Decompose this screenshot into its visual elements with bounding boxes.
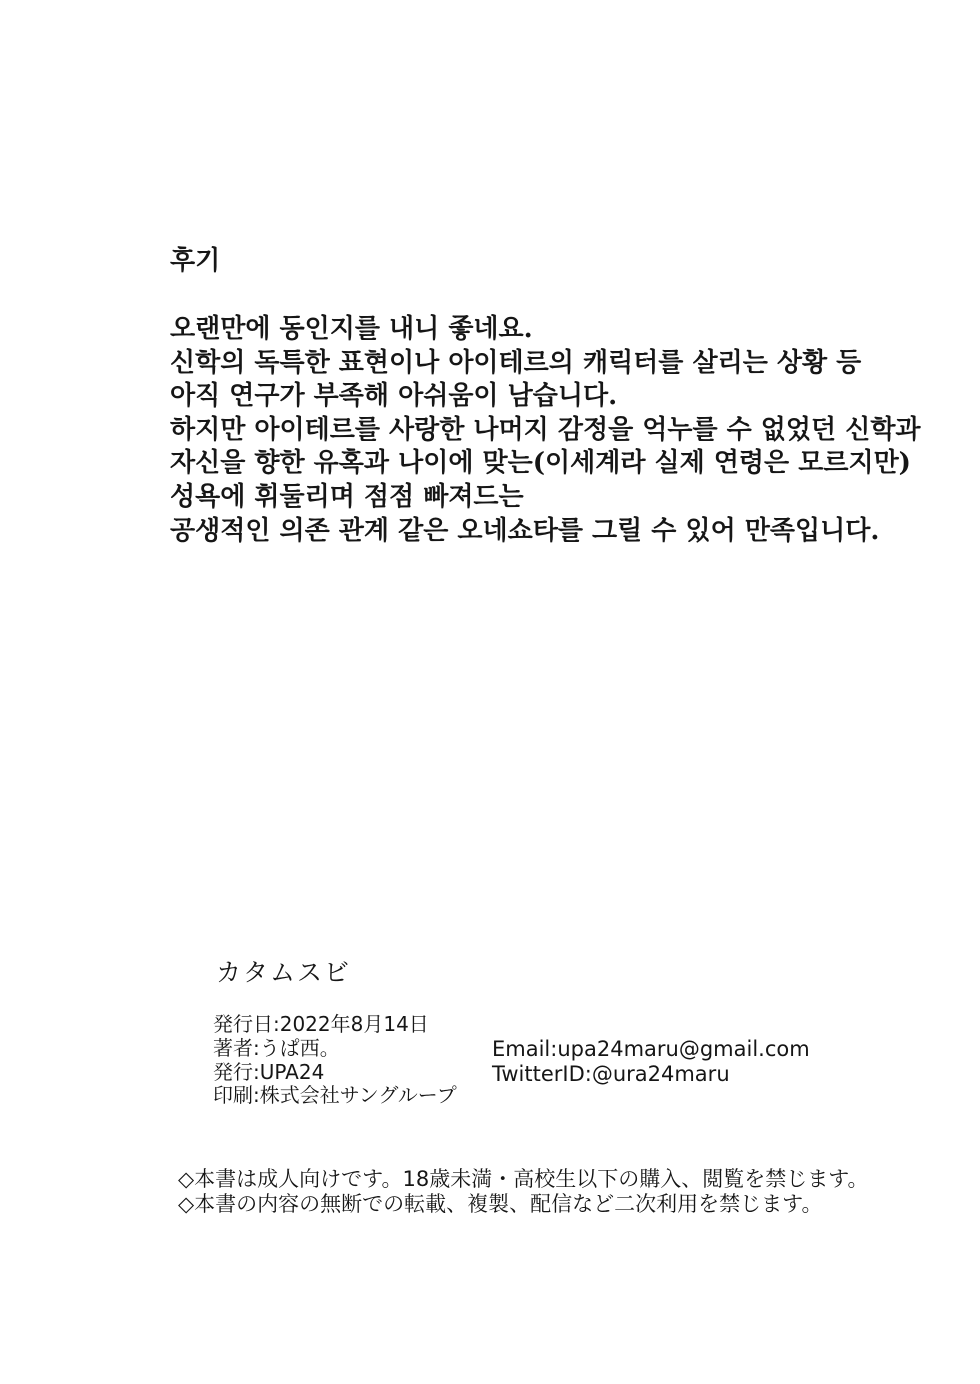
text-line: 자신을 향한 유혹과 나이에 맞는(이세계라 실제 연령은 모르지만) (170, 448, 911, 479)
text-line: 하지만 아이테르를 사랑한 나머지 감정을 억누를 수 없었던 신학과 (170, 414, 921, 445)
adult-content-notices (178, 1167, 869, 1216)
text-line: Email:upa24maru@gmail.com (492, 1037, 810, 1061)
text-line: ◇本書は成人向けです。18歳未満・高校生以下の購入、閲覧を禁じます。 (178, 1167, 869, 1191)
text-line: 신학의 독특한 표현이나 아이테르의 캐릭터를 살리는 상황 등 (170, 347, 862, 378)
text-line: 印刷:株式会社サングループ (213, 1083, 457, 1108)
afterword-body-text (170, 313, 960, 548)
publication-info (213, 1013, 457, 1108)
text-line: 오랜만에 동인지를 내니 좋네요. (170, 314, 533, 344)
text-line: 아직 연구가 부족해 아쉬움이 남습니다. (170, 381, 618, 412)
text-line: ◇本書の内容の無断での転載、複製、配信など二次利用を禁じます。 (178, 1191, 823, 1216)
text-line: 発行:UPA24 (213, 1059, 325, 1084)
text-line: 공생적인 의존 관계 같은 오네쇼타를 그릴 수 있어 만족입니다. (170, 515, 880, 546)
afterword-title: 후기 (170, 246, 221, 276)
text-line: TwitterID:@ura24maru (492, 1062, 730, 1086)
contact-info (492, 1037, 810, 1087)
text-line: 発行日:2022年8月14日 (213, 1012, 429, 1036)
text-line: 성욕에 휘둘리며 점점 빠져드는 (170, 481, 524, 512)
text-line: 著者:うぱ西。 (213, 1035, 340, 1060)
book-title: カタムスビ (216, 958, 352, 987)
